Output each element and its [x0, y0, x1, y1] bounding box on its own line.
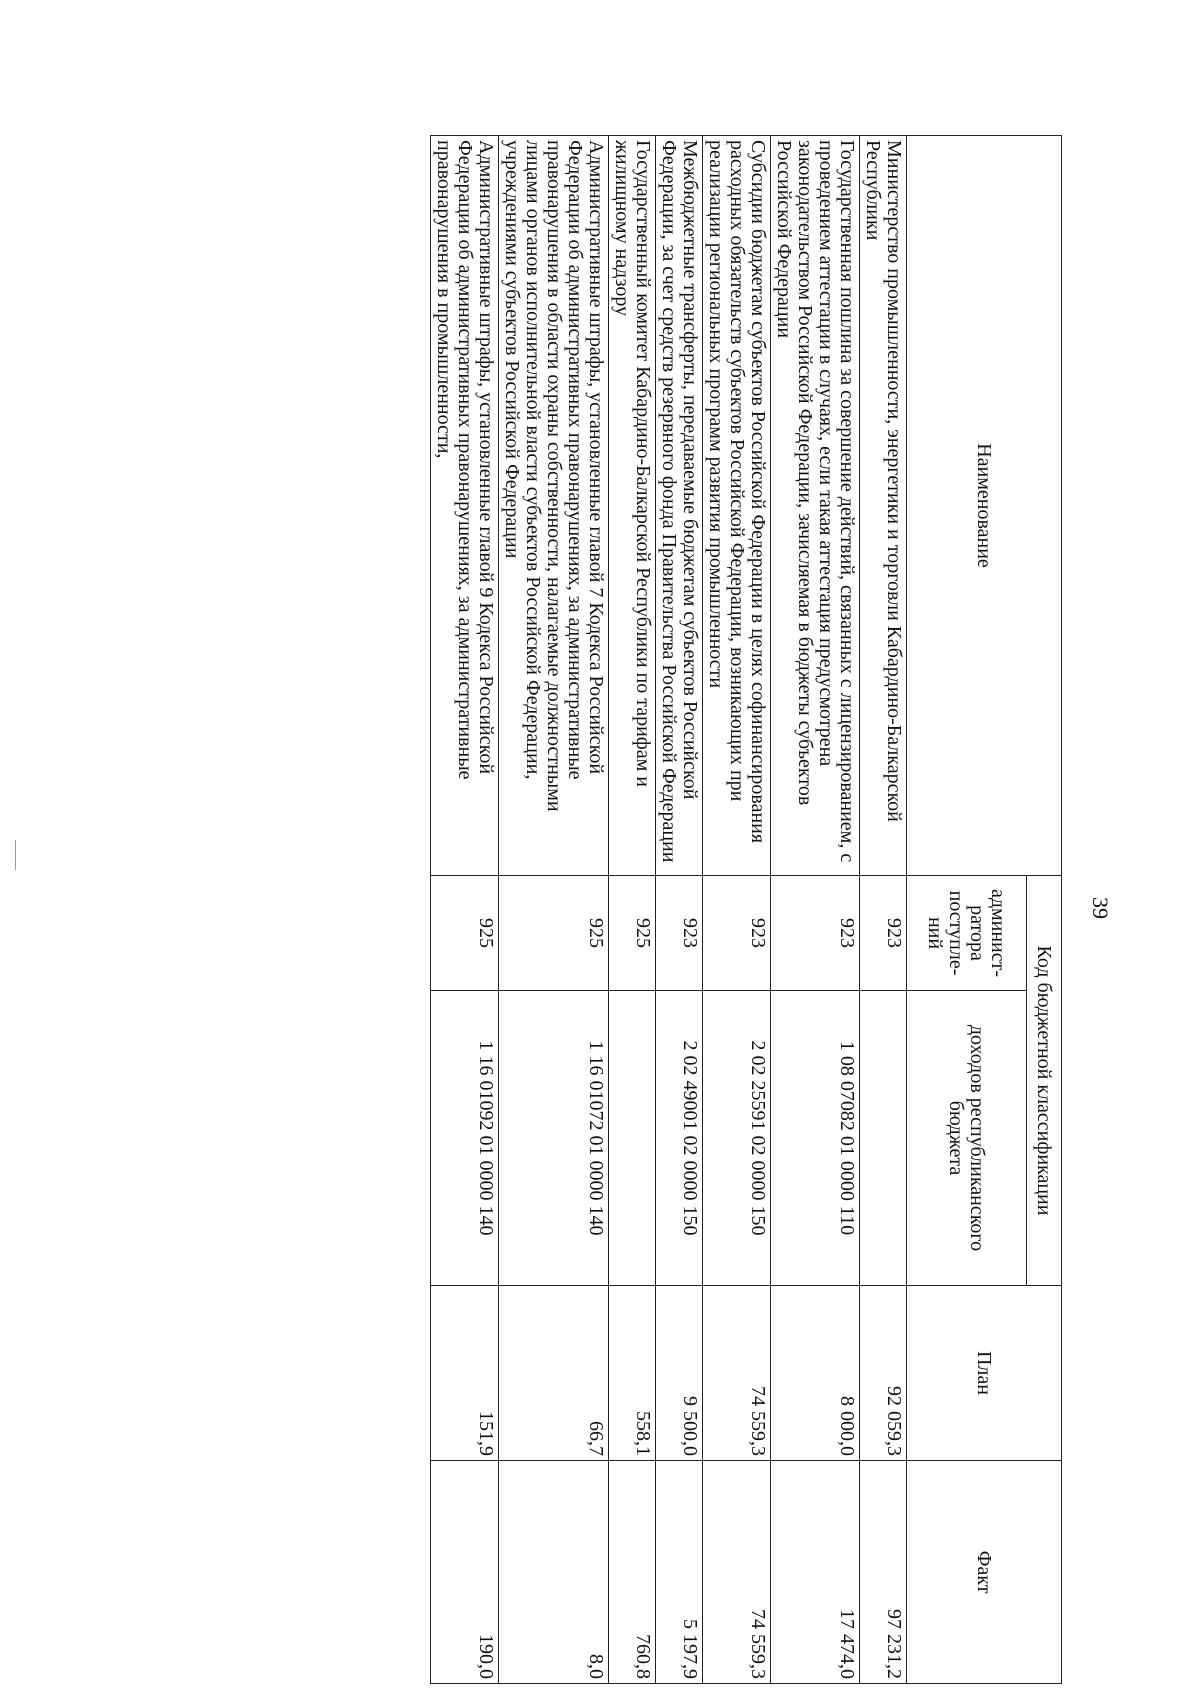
- row-admin-code: 923: [860, 876, 907, 991]
- row-income-code: 1 08 07082 01 0000 110: [771, 991, 860, 1286]
- scan-artifact: [15, 840, 16, 870]
- row-admin-code: 923: [703, 876, 771, 991]
- rotated-page: [140, 135, 1062, 1683]
- row-name: Государственный комитет Кабардино-Балкарской Республики по тарифам и жилищному надзору: [609, 136, 656, 876]
- header-fact: Факт: [907, 1461, 1062, 1684]
- row-fact: 760,8: [609, 1461, 656, 1684]
- row-admin-code: 923: [656, 876, 703, 991]
- row-admin-code: 925: [431, 876, 499, 991]
- row-name: Административные штрафы, установленные главой 9 Кодекса Российской Федерации об административных правонарушениях, за административные правонарушения в промышленности,: [431, 136, 499, 876]
- row-plan: 92 059,3: [860, 1286, 907, 1461]
- row-fact: 190,0: [431, 1461, 499, 1684]
- row-name: Субсидии бюджетам субъектов Российской Федерации в целях софинансирования расходных обязательств субъектов Российской Федерации, возникающих при реализации региональных программ развития промышленности: [703, 136, 771, 876]
- row-fact: 5 197,9: [656, 1461, 703, 1684]
- row-fact: 97 231,2: [860, 1461, 907, 1684]
- row-income-code: 1 16 01072 01 0000 140: [499, 991, 609, 1286]
- row-plan: 66,7: [499, 1286, 609, 1461]
- row-income-code: [860, 991, 907, 1286]
- row-plan: 9 500,0: [656, 1286, 703, 1461]
- table-row: [771, 136, 860, 1684]
- header-income: доходов республиканского бюджета: [907, 991, 1027, 1286]
- header-admin: админист-ратора поступле-ний: [907, 876, 1027, 991]
- row-income-code: 1 16 01092 01 0000 140: [431, 991, 499, 1286]
- row-admin-code: 923: [771, 876, 860, 991]
- row-admin-code: 925: [609, 876, 656, 991]
- table-row: [860, 136, 907, 1684]
- row-income-code: [609, 991, 656, 1286]
- table-row: [499, 136, 609, 1684]
- page-number: 39: [1088, 897, 1113, 919]
- row-name: Административные штрафы, установленные главой 7 Кодекса Российской Федерации об административных правонарушениях, за административные правонарушения в области охраны собственности, налагаемые должностными лицами органов исполнительной власти субъектов Российской Федерации, учреждениями субъектов Российской Федерации: [499, 136, 609, 876]
- row-plan: 151,9: [431, 1286, 499, 1461]
- table-row: [703, 136, 771, 1684]
- table-row: [656, 136, 703, 1684]
- table-row: [609, 136, 656, 1684]
- header-row-1: [1026, 136, 1061, 1684]
- table-row: [431, 136, 499, 1684]
- row-income-code: 2 02 49001 02 0000 150: [656, 991, 703, 1286]
- row-fact: 74 559,3: [703, 1461, 771, 1684]
- header-name: Наименование: [907, 136, 1062, 876]
- row-name: Государственная пошлина за совершение действий, связанных с лицензированием, с проведением аттестации в случаях, если такая аттестация предусмотрена законодательством Российской Федерации, зачисляемая в бюджеты субъектов Российской Федерации: [771, 136, 860, 876]
- row-fact: 17 474,0: [771, 1461, 860, 1684]
- row-plan: 74 559,3: [703, 1286, 771, 1461]
- row-name: Межбюджетные трансферты, передаваемые бюджетам субъектов Российской Федерации, за счет средств резервного фонда Правительства Российской Федерации: [656, 136, 703, 876]
- header-code-group: Код бюджетной классификации: [1026, 876, 1061, 1286]
- budget-table: [430, 135, 1062, 1684]
- row-income-code: 2 02 25591 02 0000 150: [703, 991, 771, 1286]
- row-admin-code: 925: [499, 876, 609, 991]
- row-plan: 558,1: [609, 1286, 656, 1461]
- header-plan: План: [907, 1286, 1062, 1461]
- row-plan: 8 000,0: [771, 1286, 860, 1461]
- row-name: Министерство промышленности, энергетики и торговли Кабардино-Балкарской Республики: [860, 136, 907, 876]
- row-fact: 8,0: [499, 1461, 609, 1684]
